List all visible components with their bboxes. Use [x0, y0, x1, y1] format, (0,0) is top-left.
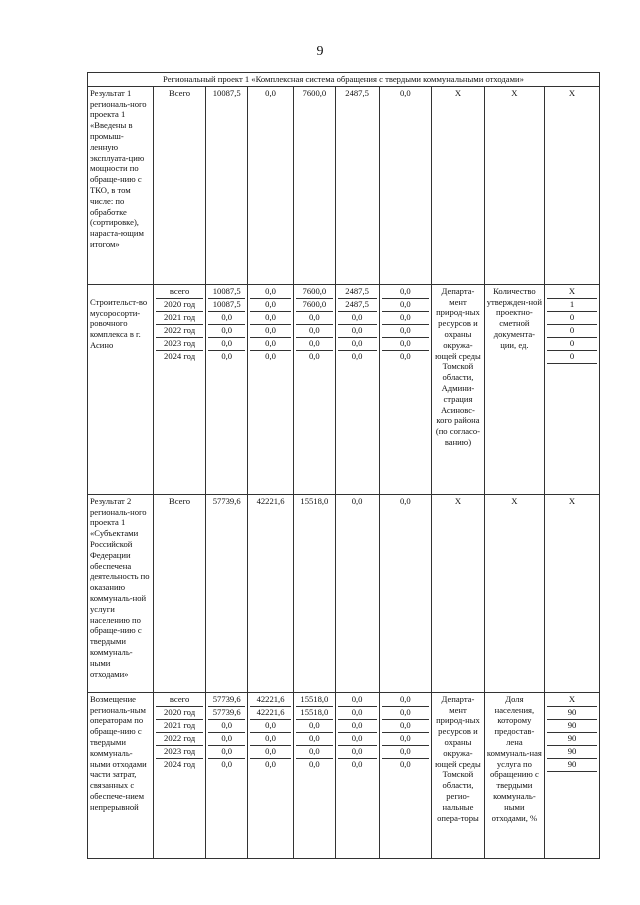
value-cell: 0,0: [250, 746, 291, 759]
value-cell: 0,0: [399, 759, 411, 770]
value-cell: 0,0: [250, 338, 291, 351]
activity-2-v5: [379, 692, 432, 858]
project-title: Региональный проект 1 «Комплексная система обращения с твердыми коммунальными отходами»: [88, 73, 600, 87]
indicator-value-cell: 0: [547, 325, 597, 338]
activity-2-indicator: Доля населения, которому предостав-лена коммуналь-ная услуга по обращению с твердыми коммуналь-ными отходами, %: [484, 692, 544, 858]
activity-2-v2: [248, 692, 294, 858]
result-2-row: [88, 494, 600, 692]
value-cell: 0,0: [338, 325, 377, 338]
activity-2-name: Возмещение региональ-ным операторам по обраще-нию с твердыми коммуналь-ными отходами части затрат, связанных с обеспече-нием непрерывной: [88, 692, 154, 858]
value-cell: 0,0: [296, 338, 333, 351]
value-cell: 42221,6: [250, 707, 291, 720]
value-cell: 0,0: [265, 351, 276, 362]
result-2-v4: 0,0: [335, 494, 379, 692]
value-cell: 0,0: [399, 351, 411, 362]
activity-1-name: Строительст-во мусоросорти-ровочного комплекса в г. Асино: [88, 284, 154, 494]
activity-2-v3: [294, 692, 336, 858]
value-cell: 0,0: [250, 312, 291, 325]
result-1-v4: 2487,5: [335, 86, 379, 284]
page-number: 9: [316, 44, 324, 59]
value-cell: 0,0: [208, 338, 245, 351]
value-cell: 0,0: [221, 759, 233, 770]
activity-2-v4: [335, 692, 379, 858]
activity-1-v5: [379, 284, 432, 494]
value-cell: 0,0: [208, 720, 245, 733]
value-cell: 10087,5: [208, 299, 245, 312]
value-cell: 0,0: [338, 694, 377, 707]
result-2-v3: 15518,0: [294, 494, 336, 692]
value-cell: 0,0: [338, 733, 377, 746]
indicator-value-cell: 0: [547, 351, 597, 364]
period-cell: всего: [156, 286, 204, 299]
value-cell: 15518,0: [296, 694, 333, 707]
value-cell: 0,0: [208, 746, 245, 759]
activity-1-indicator: Количество утвержден-ной проектно-сметной документа-ции, ед.: [484, 284, 544, 494]
value-cell: 0,0: [382, 299, 430, 312]
value-cell: 57739,6: [208, 707, 245, 720]
value-cell: 0,0: [382, 312, 430, 325]
indicator-value-cell: 90: [547, 720, 597, 733]
value-cell: 0,0: [208, 733, 245, 746]
indicator-value-cell: Х: [547, 694, 597, 707]
activity-1-exec: Департа-мент природ-ных ресурсов и охраны окружа-ющей среды Томской области, Админи-страция Асиновс-кого района (по согласо-ванию): [432, 284, 485, 494]
value-cell: 0,0: [308, 759, 320, 770]
period-cell: 2022 год: [156, 325, 204, 338]
result-1-name: Результат 1 региональ-ного проекта 1 «Введены в промыш-ленную эксплуата-цию мощности по обраще-нию с ТКО, в том числе: по обработке (сортировке), нараста-ющим итогом»: [88, 86, 154, 284]
activity-1-values: [545, 284, 600, 494]
result-1-value: Х: [545, 86, 600, 284]
value-cell: 0,0: [382, 707, 430, 720]
value-cell: 0,0: [250, 286, 291, 299]
indicator-value-cell: 0: [547, 338, 597, 351]
value-cell: 0,0: [250, 733, 291, 746]
value-cell: 0,0: [338, 707, 377, 720]
value-cell: 0,0: [338, 720, 377, 733]
value-cell: 0,0: [382, 720, 430, 733]
value-cell: 42221,6: [250, 694, 291, 707]
value-cell: 0,0: [208, 325, 245, 338]
result-2-value: Х: [545, 494, 600, 692]
value-cell: 0,0: [296, 325, 333, 338]
value-cell: 0,0: [308, 351, 320, 362]
value-cell: 10087,5: [208, 286, 245, 299]
activity-2-row: [88, 692, 600, 858]
activity-1-periods: [153, 284, 206, 494]
value-cell: 7600,0: [296, 286, 333, 299]
period-cell: 2020 год: [156, 707, 204, 720]
period-cell: всего: [156, 694, 204, 707]
value-cell: 0,0: [382, 325, 430, 338]
period-cell: 2022 год: [156, 733, 204, 746]
period-cell: 2021 год: [156, 312, 204, 325]
value-cell: 0,0: [296, 312, 333, 325]
activity-1-row: [88, 284, 600, 494]
activity-1-v4: [335, 284, 379, 494]
indicator-value-cell: 90: [547, 759, 597, 772]
result-1-v2: 0,0: [248, 86, 294, 284]
value-cell: 0,0: [296, 746, 333, 759]
value-cell: 0,0: [351, 351, 363, 362]
result-2-period: Всего: [153, 494, 206, 692]
indicator-value-cell: 0: [547, 312, 597, 325]
value-cell: 0,0: [351, 759, 363, 770]
result-1-v3: 7600,0: [294, 86, 336, 284]
value-cell: 2487,5: [338, 286, 377, 299]
result-2-v2: 42221,6: [248, 494, 294, 692]
value-cell: 0,0: [338, 338, 377, 351]
period-cell: 2024 год: [164, 351, 196, 362]
indicator-value-cell: 1: [547, 299, 597, 312]
result-2-exec: Х: [432, 494, 485, 692]
value-cell: 15518,0: [296, 707, 333, 720]
value-cell: 0,0: [338, 746, 377, 759]
value-cell: 0,0: [208, 312, 245, 325]
result-1-row: [88, 86, 600, 284]
value-cell: 0,0: [382, 746, 430, 759]
value-cell: 0,0: [250, 720, 291, 733]
value-cell: 0,0: [382, 694, 430, 707]
activity-2-v1: [206, 692, 248, 858]
result-1-v5: 0,0: [379, 86, 432, 284]
result-2-name: Результат 2 региональ-ного проекта 1 «Субъектами Российской Федерации обеспечена деятельность по оказанию коммуналь-ной услуги населению по обраще-нию с твердыми коммуналь-ными отходами»: [88, 494, 154, 692]
indicator-value-cell: Х: [547, 286, 597, 299]
activity-2-values: [545, 692, 600, 858]
period-cell: 2021 год: [156, 720, 204, 733]
activity-1-v1: [206, 284, 248, 494]
period-cell: 2023 год: [156, 338, 204, 351]
period-cell: 2020 год: [156, 299, 204, 312]
value-cell: 0,0: [382, 733, 430, 746]
result-1-indicator: Х: [484, 86, 544, 284]
period-cell: 2023 год: [156, 746, 204, 759]
activity-1-v2: [248, 284, 294, 494]
value-cell: 0,0: [338, 312, 377, 325]
value-cell: 0,0: [250, 325, 291, 338]
period-cell: 2024 год: [164, 759, 196, 770]
project-title-row: [88, 73, 600, 87]
result-1-v1: 10087,5: [206, 86, 248, 284]
value-cell: 0,0: [296, 733, 333, 746]
result-2-v5: 0,0: [379, 494, 432, 692]
value-cell: 2487,5: [338, 299, 377, 312]
indicator-value-cell: 90: [547, 707, 597, 720]
value-cell: 0,0: [265, 759, 276, 770]
value-cell: 0,0: [382, 338, 430, 351]
activity-2-exec: Департа-мент природ-ных ресурсов и охраны окружа-ющей среды Томской области, регио-нальные опера-торы: [432, 692, 485, 858]
result-1-period: Всего: [153, 86, 206, 284]
value-cell: 7600,0: [296, 299, 333, 312]
indicator-value-cell: 90: [547, 746, 597, 759]
value-cell: 0,0: [250, 299, 291, 312]
program-table: [87, 72, 600, 859]
indicator-value-cell: 90: [547, 733, 597, 746]
activity-1-v3: [294, 284, 336, 494]
value-cell: 0,0: [221, 351, 233, 362]
activity-2-periods: [153, 692, 206, 858]
value-cell: 57739,6: [208, 694, 245, 707]
value-cell: 0,0: [382, 286, 430, 299]
result-1-exec: Х: [432, 86, 485, 284]
value-cell: 0,0: [296, 720, 333, 733]
result-2-indicator: Х: [484, 494, 544, 692]
result-2-v1: 57739,6: [206, 494, 248, 692]
